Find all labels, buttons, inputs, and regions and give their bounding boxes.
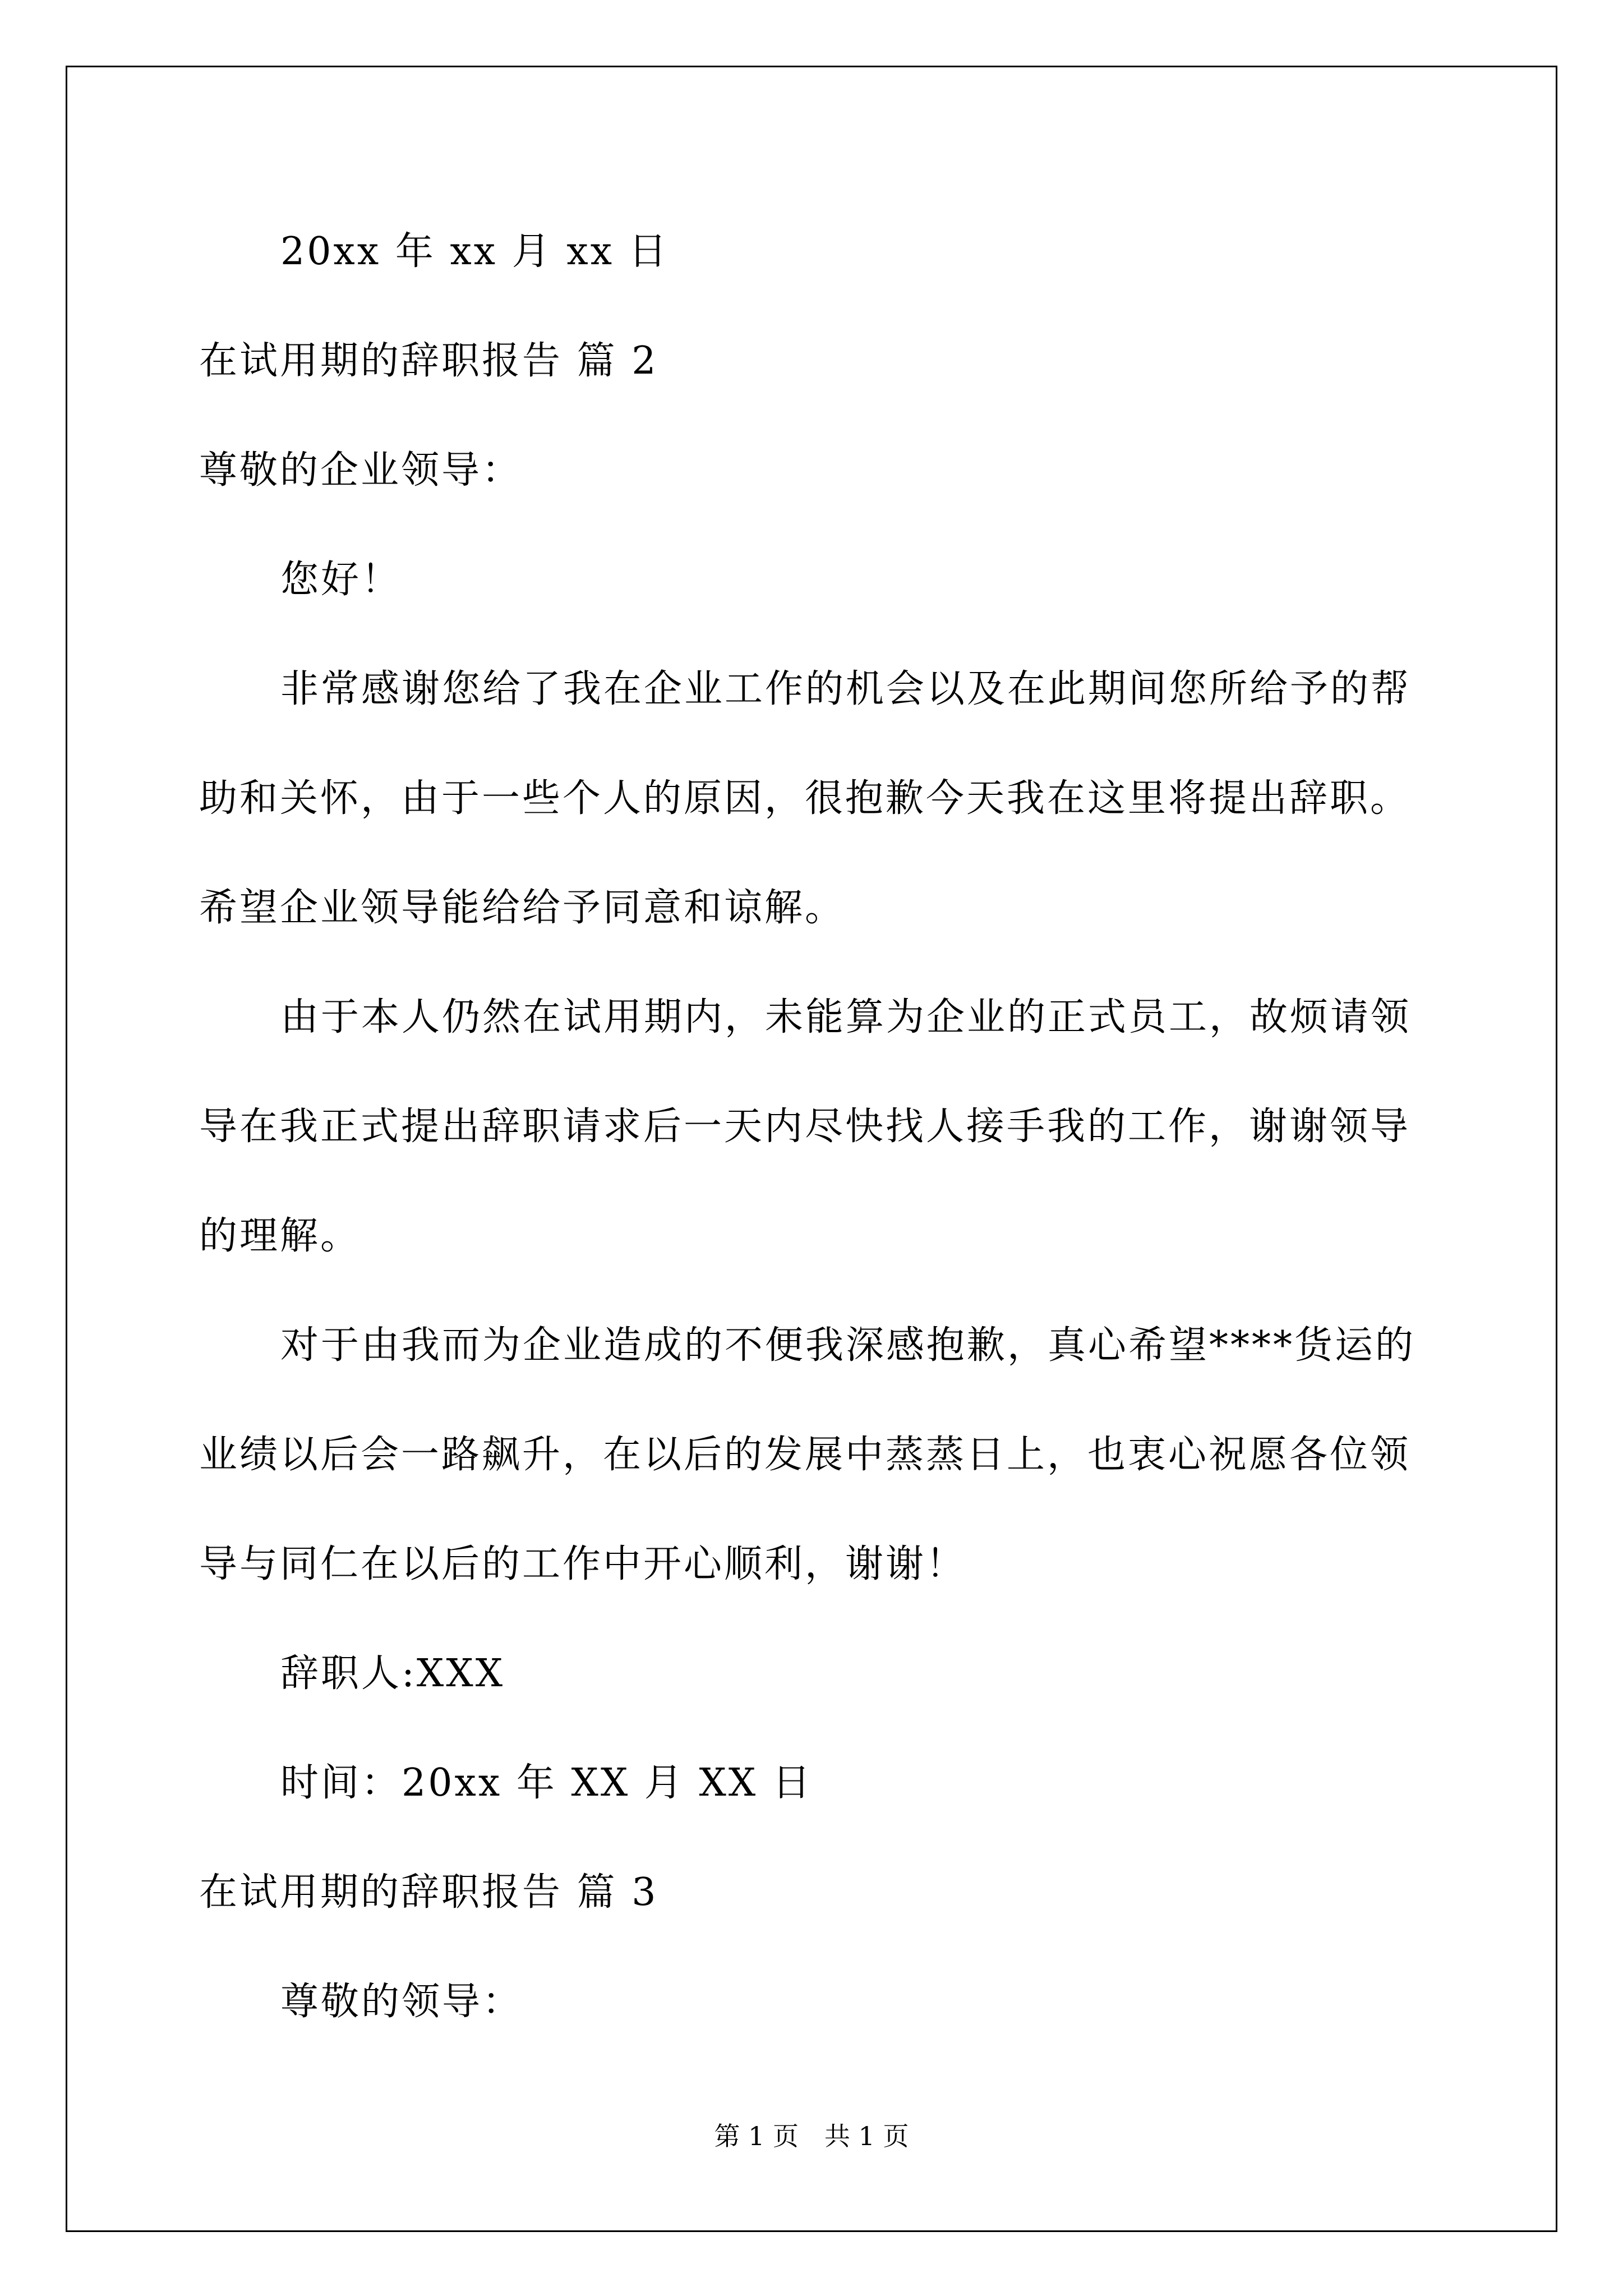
section-heading-3: 在试用期的辞职报告 篇 3 <box>199 1870 658 1915</box>
signature-line: 辞职人:XXX <box>280 1651 505 1696</box>
signature-date-line: 时间：20xx 年 XX 月 XX 日 <box>280 1761 813 1805</box>
paragraph-2-line-2: 导在我正式提出辞职请求后一天内尽快找人接手我的工作，谢谢领导 <box>199 1105 1411 1149</box>
paragraph-3-line-1: 对于由我而为企业造成的不便我深感抱歉，真心希望****货运的 <box>280 1323 1416 1368</box>
page-number-footer: 第 1 页 共 1 页 <box>714 2121 909 2151</box>
date-line: 20xx 年 xx 月 xx 日 <box>280 229 669 274</box>
paragraph-2-line-3: 的理解。 <box>199 1214 361 1258</box>
paragraph-1-line-1: 非常感谢您给了我在企业工作的机会以及在此期间您所给予的帮 <box>280 667 1412 711</box>
paragraph-3-line-3: 导与同仁在以后的工作中开心顺利，谢谢！ <box>199 1542 967 1586</box>
greeting: 您好！ <box>280 558 402 602</box>
paragraph-2-line-1: 由于本人仍然在试用期内，未能算为企业的正式员工，故烦请领 <box>280 995 1412 1039</box>
salutation-3: 尊敬的领导： <box>280 1980 523 2024</box>
section-heading-2: 在试用期的辞职报告 篇 2 <box>199 339 658 383</box>
salutation: 尊敬的企业领导： <box>199 448 523 493</box>
paragraph-3-line-2: 业绩以后会一路飙升，在以后的发展中蒸蒸日上，也衷心祝愿各位领 <box>199 1433 1411 1477</box>
paragraph-1-line-2: 助和关怀，由于一些个人的原因，很抱歉今天我在这里将提出辞职。 <box>199 776 1411 821</box>
paragraph-1-line-3: 希望企业领导能给给予同意和谅解。 <box>199 886 846 930</box>
